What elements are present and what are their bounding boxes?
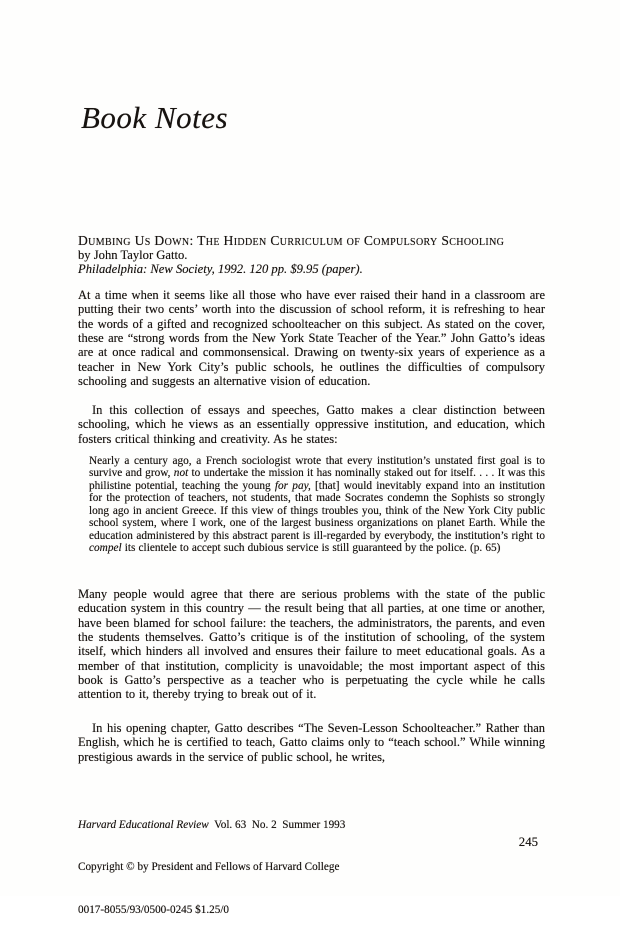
quote-italic-term: for pay,	[274, 479, 311, 492]
quote-italic-term: compel	[89, 542, 122, 555]
quote-text-segment: its clientele to accept such dubious service is still guaranteed by the police. (p. 65)	[121, 542, 501, 555]
journal-name: Harvard Educational Review	[78, 818, 209, 831]
quote-text-segment: Nearly a century ago, a French sociologist wrote that every institution’s unstated first goal is to survive and grow,	[89, 455, 545, 480]
journal-issue-line	[78, 818, 545, 832]
book-publication-info: Philadelphia: New Society, 1992. 120 pp. $9.95 (paper).	[78, 262, 363, 277]
quote-italic-term: not	[173, 467, 189, 480]
review-paragraph-4: In his opening chapter, Gatto describes “The Seven-Lesson Schoolteacher.” Rather than English, which he is certified to teach, Gatto claims only to “teach school.” While winning prestigious awards in the service of public school, he writes,	[78, 721, 545, 764]
quote-text-segment: [that] would inevitably expand into an institution for the protection of teachers, not students, that made Socrates condemn the Sophists so strongly long ago in ancient Greece. If this view of things troubles you, think of the New York City public school system, where I work, one of the largest business organizations on planet Earth. While the education administered by this abstract parent is ill-regarded by everybody, the institution’s right to	[89, 479, 545, 542]
journal-footer	[78, 789, 545, 946]
page-number: 245	[518, 835, 538, 849]
review-paragraph-1: At a time when it seems like all those who have ever raised their hand in a classroom are putting their two cents’ worth into the discussion of school reform, it is refreshing to hear the words of a gifted and recognized schoolteacher on this subject. As stated on the cover, these are “strong words from the New York State Teacher of the Year.” John Gatto’s ideas are at once radical and commonsensical. Drawing on twenty-six years of experience as a teacher in New York City’s public schools, he outlines the difficulties of compulsory schooling and suggests an alternative vision of education.	[78, 288, 545, 389]
book-author-line: by John Taylor Gatto.	[78, 248, 188, 262]
book-title: Dumbing Us Down: The Hidden Curriculum of Compulsory Schooling	[78, 233, 505, 248]
copyright-line: Copyright © by President and Fellows of Harvard College	[78, 861, 340, 874]
issn-line: 0017-8055/93/0500-0245 $1.25/0	[78, 904, 230, 917]
page-title: Book Notes	[81, 100, 229, 135]
block-quote	[89, 455, 545, 555]
review-paragraph-3: Many people would agree that there are serious problems with the state of the public education system in this country — the result being that all parties, at one time or another, have been blamed for school failure: the teachers, the administrators, the parents, and even the students themselves. Gatto’s critique is of the institution of schooling, of the system itself, which hinders all involved and ensures their failure to meet educational goals. As a member of that institution, complicity is unavoidable; the most important aspect of this book is Gatto’s perspective as a teacher who is perpetuating the cycle while he calls attention to it, thereby trying to break out of it.	[78, 587, 545, 702]
review-paragraph-2: In this collection of essays and speeches, Gatto makes a clear distinction between schooling, which he views as an essentially oppressive institution, and education, which fosters critical thinking and creativity. As he states:	[78, 403, 545, 446]
quote-text-segment: to undertake the mission it has nominally staked out for itself. . . . It was this philistine potential, teaching the young	[89, 467, 545, 492]
book-citation	[78, 233, 545, 276]
journal-issue-info: Vol. 63 No. 2 Summer 1993	[208, 818, 346, 831]
